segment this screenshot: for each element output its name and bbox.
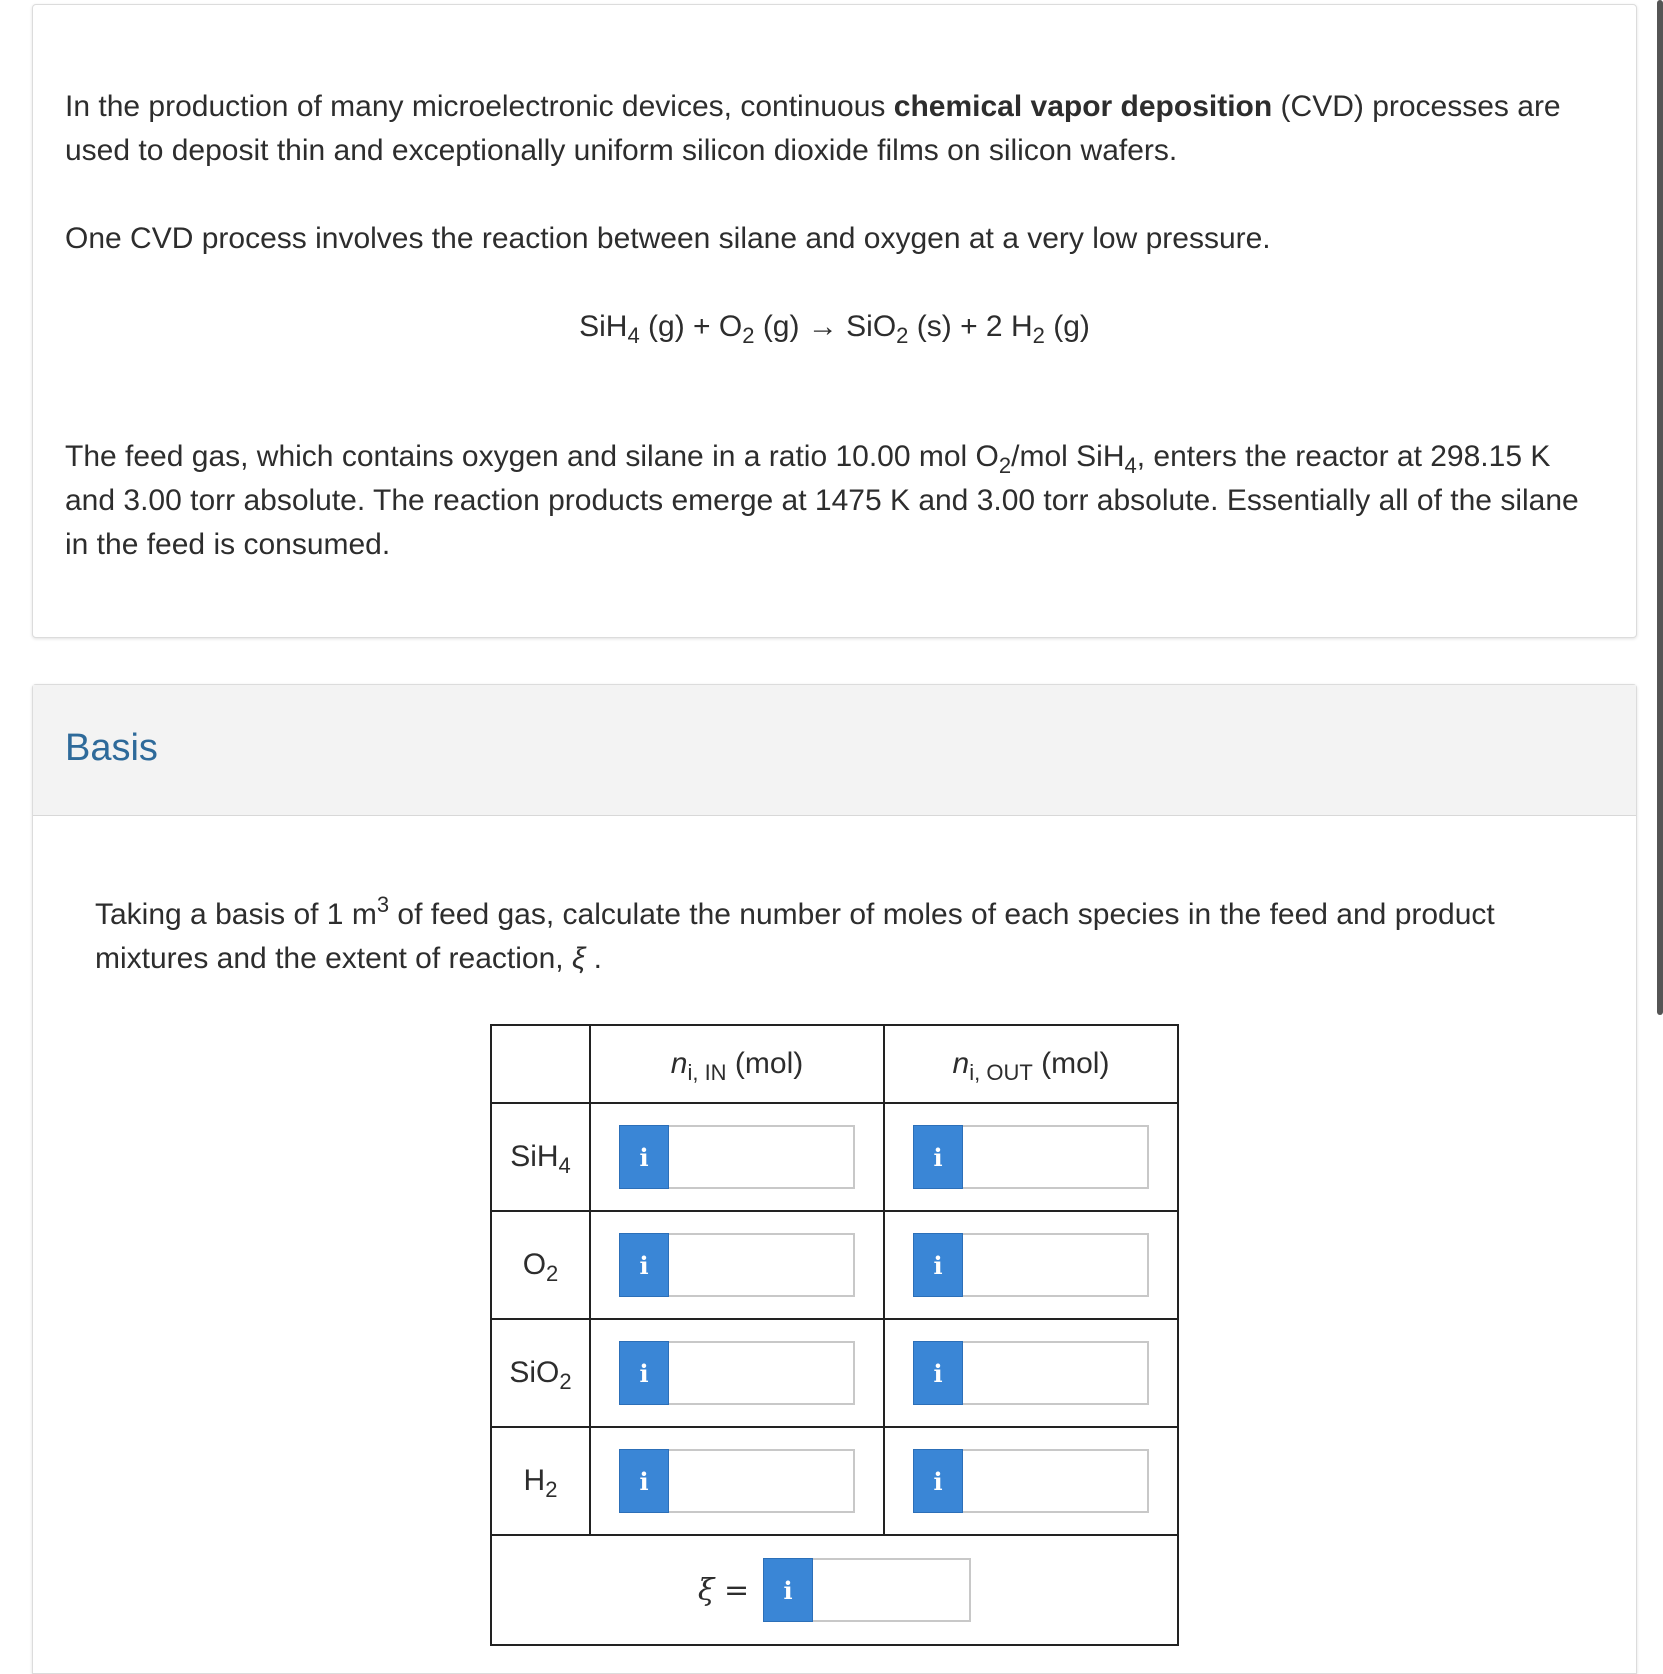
header-unit: (mol) <box>1032 1047 1110 1080</box>
extent-row <box>491 1535 1178 1645</box>
n-in-cell <box>590 1211 884 1319</box>
eq-sub: 4 <box>627 323 640 348</box>
eq-part: (g) <box>1044 310 1090 343</box>
info-icon[interactable]: i <box>913 1449 963 1513</box>
eq-part: (g) → SiO <box>754 310 897 343</box>
n-out-cell <box>884 1427 1178 1535</box>
species-base: O <box>522 1248 547 1281</box>
n-in-sih4-input[interactable] <box>669 1125 855 1189</box>
eq-sub: 2 <box>1032 323 1045 348</box>
table-header-row <box>491 1025 1178 1103</box>
header-sub: i, OUT <box>969 1060 1033 1085</box>
species-label <box>491 1211 590 1319</box>
n-in-sio2-input[interactable] <box>669 1341 855 1405</box>
problem-statement-card <box>32 4 1637 638</box>
extent-cell <box>491 1535 1178 1645</box>
species-base: H <box>523 1464 546 1497</box>
n-out-h2-input[interactable] <box>963 1449 1149 1513</box>
basis-header <box>33 685 1636 816</box>
scrollbar[interactable] <box>1657 0 1663 1015</box>
intro-paragraph <box>65 85 1604 173</box>
basis-prompt <box>95 893 1574 981</box>
species-base: SiH <box>510 1140 559 1173</box>
species-sub: 4 <box>558 1153 571 1178</box>
prompt-text: Taking a basis of 1 m <box>95 898 377 931</box>
n-in-o2-input[interactable] <box>669 1233 855 1297</box>
basis-title: Basis <box>65 727 158 769</box>
species-label <box>491 1103 590 1211</box>
info-icon[interactable]: i <box>913 1233 963 1297</box>
process-paragraph: One CVD process involves the reaction between silane and oxygen at a very low pressure. <box>65 222 1271 255</box>
feed-sub: 4 <box>1124 453 1137 478</box>
species-sub: 2 <box>559 1369 572 1394</box>
eq-part: (g) + O <box>639 310 743 343</box>
species-base: SiO <box>509 1356 560 1389</box>
header-n-in <box>590 1025 884 1103</box>
eq-sub: 2 <box>742 323 755 348</box>
header-n: n <box>670 1047 688 1080</box>
eq-part: (s) + 2 H <box>908 310 1033 343</box>
info-icon[interactable]: i <box>913 1341 963 1405</box>
n-in-cell <box>590 1103 884 1211</box>
table-row <box>491 1427 1178 1535</box>
feed-paragraph <box>65 435 1604 567</box>
info-icon[interactable]: i <box>619 1449 669 1513</box>
n-out-cell <box>884 1319 1178 1427</box>
feed-text: /mol SiH <box>1011 440 1125 473</box>
table-row <box>491 1319 1178 1427</box>
n-in-cell <box>590 1319 884 1427</box>
species-label <box>491 1319 590 1427</box>
info-icon[interactable]: i <box>913 1125 963 1189</box>
info-icon[interactable]: i <box>763 1558 813 1622</box>
table-row <box>491 1103 1178 1211</box>
prompt-sup: 3 <box>376 892 390 917</box>
extent-label: ξ = <box>697 1572 750 1608</box>
intro-text: In the production of many microelectronic devices, continuous <box>65 90 894 123</box>
n-out-o2-input[interactable] <box>963 1233 1149 1297</box>
extent-input[interactable] <box>813 1558 971 1622</box>
n-out-cell <box>884 1211 1178 1319</box>
table-row <box>491 1211 1178 1319</box>
reaction-equation <box>33 305 1636 349</box>
n-in-cell <box>590 1427 884 1535</box>
prompt-text: . <box>585 942 603 975</box>
intro-bold-term: chemical vapor deposition <box>893 90 1273 123</box>
species-label <box>491 1427 590 1535</box>
n-out-cell <box>884 1103 1178 1211</box>
eq-silane: SiH <box>579 310 628 343</box>
species-sub: 2 <box>545 1477 558 1502</box>
feed-sub: 2 <box>998 453 1012 478</box>
feed-text: , enters the reactor at 298.15 K and 3.00 torr absolute. The reaction products emerge at 1475 K and 3.00 torr absolute. Essentially all of the silane in the feed is consumed. <box>65 440 1579 561</box>
info-icon[interactable]: i <box>619 1233 669 1297</box>
species-sub: 2 <box>546 1261 559 1286</box>
header-n: n <box>952 1047 970 1080</box>
n-out-sih4-input[interactable] <box>963 1125 1149 1189</box>
header-sub: i, IN <box>687 1060 727 1085</box>
header-empty <box>491 1025 590 1103</box>
moles-table <box>490 1024 1179 1646</box>
prompt-text: of feed gas, calculate the number of moles of each species in the feed and product mixtures and the extent of reaction, <box>95 898 1495 975</box>
header-n-out <box>884 1025 1178 1103</box>
info-icon[interactable]: i <box>619 1125 669 1189</box>
n-out-sio2-input[interactable] <box>963 1341 1149 1405</box>
eq-sub: 2 <box>896 323 909 348</box>
n-in-h2-input[interactable] <box>669 1449 855 1513</box>
info-icon[interactable]: i <box>619 1341 669 1405</box>
feed-text: The feed gas, which contains oxygen and silane in a ratio 10.00 mol O <box>65 440 999 473</box>
prompt-xi: ξ <box>571 942 586 975</box>
header-unit: (mol) <box>726 1047 804 1080</box>
intro-text-cont: (CVD) processes are used to deposit thin and exceptionally uniform silicon dioxide films on silicon wafers. <box>65 90 1561 167</box>
